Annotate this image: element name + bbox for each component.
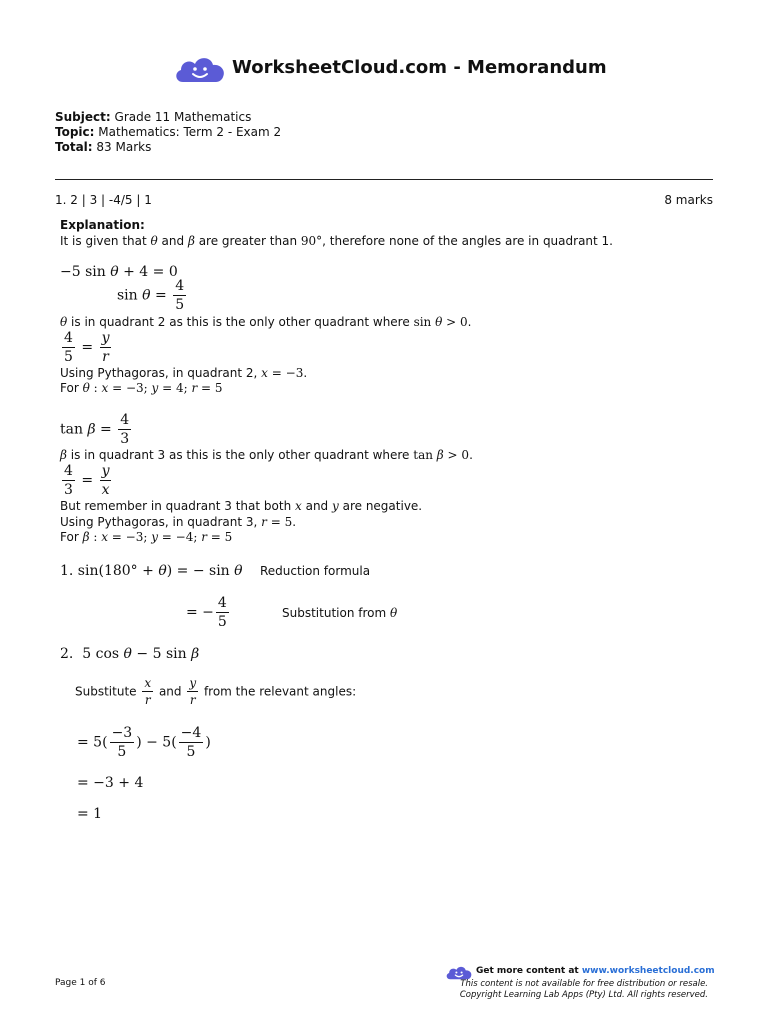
- subject-label: Subject:: [55, 110, 111, 124]
- equation-tan-beta: tan β = $\frac{4}{3}$: [60, 412, 130, 447]
- answer-line: 1. 2 | 3 | -4/5 | 1: [55, 193, 152, 207]
- page-number: Page 1 of 6: [55, 978, 106, 988]
- subject-line: [55, 110, 251, 124]
- substitution-note: Substitution from θ: [282, 606, 398, 620]
- topic-line: [55, 125, 281, 139]
- part2-step2: = −3 + 4: [77, 775, 144, 791]
- page-title: WorksheetCloud.com - Memorandum: [232, 57, 607, 78]
- substitute-line: Substitute $\frac{x}{r}$ and $\frac{y}{r}$ from the relevant angles:: [75, 676, 357, 707]
- subject-value: Grade 11 Mathematics: [114, 110, 252, 124]
- pythagoras-q2: Using Pythagoras, in quadrant 2, x = −3.: [60, 366, 308, 380]
- beta-quadrant-line: β is in quadrant 3 as this is the only other quadrant where tan β > 0.: [60, 448, 473, 462]
- part2-expression: 2. 5 cos θ − 5 sin β: [60, 646, 200, 662]
- ratio-theta: $\frac{4}{5}$ = $\frac{y}{r}$: [64, 330, 110, 365]
- explanation-label: Explanation:: [60, 218, 145, 232]
- reduction-note: Reduction formula: [260, 564, 371, 578]
- topic-label: Topic:: [55, 125, 95, 139]
- equation-sin-theta: −5 sin θ + 4 = 0: [60, 264, 178, 280]
- ratio-beta: $\frac{4}{3}$ = $\frac{y}{x}$: [64, 463, 110, 498]
- marks: 8 marks: [664, 193, 713, 207]
- for-beta-values: For β : x = −3; y = −4; r = 5: [60, 530, 233, 544]
- topic-value: Mathematics: Term 2 - Exam 2: [98, 125, 282, 139]
- part2-step1: = 5( $\frac{-3}{5}$ ) − 5( $\frac{-4}{5}$ ): [77, 725, 211, 760]
- footer-notice2: Copyright Learning Lab Apps (Pty) Ltd. All rights reserved.: [459, 990, 708, 1000]
- footer-get-more: Get more content at www.worksheetcloud.com: [476, 966, 715, 976]
- part1-step2: = − $\frac{4}{5}$: [186, 595, 227, 630]
- part2-step3: = 1: [77, 806, 103, 822]
- total-line: [55, 140, 151, 154]
- divider: [55, 179, 713, 180]
- footer-url[interactable]: www.worksheetcloud.com: [581, 966, 715, 976]
- total-value: 83 Marks: [96, 140, 152, 154]
- pythagoras-q3: Using Pythagoras, in quadrant 3, r = 5.: [60, 515, 297, 529]
- negative-line: But remember in quadrant 3 that both x and y are negative.: [60, 499, 423, 513]
- for-theta-values: For θ : x = −3; y = 4; r = 5: [60, 381, 223, 395]
- footer-notice1: This content is not available for free distribution or resale.: [460, 979, 708, 989]
- theta-quadrant-line: θ is in quadrant 2 as this is the only other quadrant where sin θ > 0.: [60, 315, 472, 329]
- total-label: Total:: [55, 140, 93, 154]
- equation-sin-theta-value: sin θ = $\frac{4}{5}$: [117, 278, 185, 313]
- intro-line: It is given that θ and β are greater than 90°, therefore none of the angles are in quadrant 1.: [60, 234, 613, 248]
- cloud-smile-icon: [173, 54, 227, 84]
- part1-step1: 1. sin(180° + θ) = − sin θ: [60, 563, 243, 579]
